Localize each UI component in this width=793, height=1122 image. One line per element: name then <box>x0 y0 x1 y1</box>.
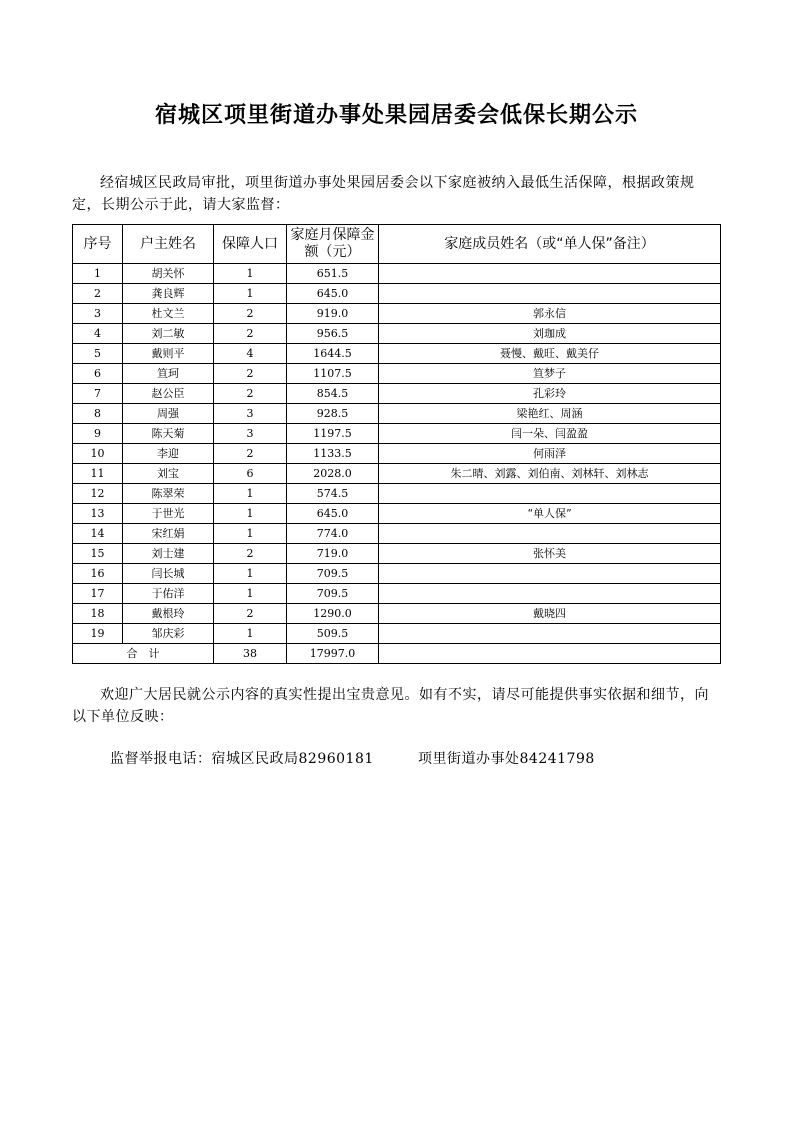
row-members <box>379 584 721 604</box>
table-row <box>73 284 721 304</box>
table-row <box>73 524 721 544</box>
row-householder: 龚良辉 <box>123 284 214 304</box>
outro-paragraph: 欢迎广大居民就公示内容的真实性提出宝贵意见。如有不实，请尽可能提供事实依据和细节，向以下单位反映： <box>72 687 709 725</box>
row-population: 4 <box>214 344 287 364</box>
table-row <box>73 264 721 284</box>
row-members: 郭永信 <box>379 304 721 324</box>
row-amount: 645.0 <box>287 504 379 524</box>
row-index: 2 <box>73 284 123 304</box>
total-note <box>379 644 721 664</box>
row-members <box>379 564 721 584</box>
table-row <box>73 544 721 564</box>
row-population: 1 <box>214 504 287 524</box>
row-population: 2 <box>214 324 287 344</box>
contact-civil-affairs: 监督举报电话：宿城区民政局82960181 <box>110 751 374 767</box>
row-index: 17 <box>73 584 123 604</box>
row-amount: 774.0 <box>287 524 379 544</box>
table-row <box>73 364 721 384</box>
row-householder: 邹庆彩 <box>123 624 214 644</box>
row-index: 7 <box>73 384 123 404</box>
row-members <box>379 484 721 504</box>
row-amount: 651.5 <box>287 264 379 284</box>
row-householder: 胡关怀 <box>123 264 214 284</box>
row-members: 戴晓四 <box>379 604 721 624</box>
row-population: 1 <box>214 624 287 644</box>
row-members: “单人保” <box>379 504 721 524</box>
row-index: 13 <box>73 504 123 524</box>
row-index: 12 <box>73 484 123 504</box>
header-members: 家庭成员姓名（或“单人保”备注） <box>379 225 721 264</box>
row-population: 1 <box>214 584 287 604</box>
table-row <box>73 404 721 424</box>
total-row <box>73 644 721 664</box>
row-members: 闫一朵、闫盈盈 <box>379 424 721 444</box>
total-amount: 17997.0 <box>287 644 379 664</box>
row-amount: 719.0 <box>287 544 379 564</box>
row-amount: 509.5 <box>287 624 379 644</box>
row-householder: 戴根玲 <box>123 604 214 624</box>
row-amount: 956.5 <box>287 324 379 344</box>
row-population: 1 <box>214 264 287 284</box>
table-row <box>73 584 721 604</box>
row-index: 15 <box>73 544 123 564</box>
total-label: 合 计 <box>73 644 214 664</box>
table-row <box>73 384 721 404</box>
table-row <box>73 604 721 624</box>
table-row <box>73 564 721 584</box>
table-row <box>73 344 721 364</box>
row-householder: 陈天菊 <box>123 424 214 444</box>
row-members: 刘珈成 <box>379 324 721 344</box>
row-population: 2 <box>214 304 287 324</box>
row-amount: 645.0 <box>287 284 379 304</box>
row-householder: 于世光 <box>123 504 214 524</box>
row-index: 5 <box>73 344 123 364</box>
row-index: 10 <box>73 444 123 464</box>
row-amount: 854.5 <box>287 384 379 404</box>
row-householder: 赵公臣 <box>123 384 214 404</box>
row-householder: 李迎 <box>123 444 214 464</box>
row-population: 2 <box>214 384 287 404</box>
row-amount: 1644.5 <box>287 344 379 364</box>
table-header-row <box>73 225 721 264</box>
row-members: 朱二晴、刘露、刘伯南、刘林轩、刘林志 <box>379 464 721 484</box>
row-population: 3 <box>214 404 287 424</box>
row-amount: 709.5 <box>287 564 379 584</box>
row-population: 2 <box>214 544 287 564</box>
row-members: 笪梦子 <box>379 364 721 384</box>
row-index: 8 <box>73 404 123 424</box>
row-members: 聂慢、戴旺、戴美仔 <box>379 344 721 364</box>
row-index: 18 <box>73 604 123 624</box>
total-population: 38 <box>214 644 287 664</box>
table-row <box>73 464 721 484</box>
row-population: 1 <box>214 564 287 584</box>
table-row <box>73 424 721 444</box>
row-population: 1 <box>214 524 287 544</box>
row-index: 1 <box>73 264 123 284</box>
row-members: 何雨泽 <box>379 444 721 464</box>
row-index: 4 <box>73 324 123 344</box>
table-row <box>73 624 721 644</box>
row-index: 9 <box>73 424 123 444</box>
row-householder: 笪珂 <box>123 364 214 384</box>
row-amount: 1107.5 <box>287 364 379 384</box>
row-amount: 2028.0 <box>287 464 379 484</box>
row-population: 2 <box>214 364 287 384</box>
row-amount: 1197.5 <box>287 424 379 444</box>
row-householder: 戴则平 <box>123 344 214 364</box>
table-row <box>73 304 721 324</box>
table-row <box>73 324 721 344</box>
header-amount: 家庭月保障金额（元） <box>287 225 379 264</box>
row-householder: 于佑洋 <box>123 584 214 604</box>
row-amount: 1290.0 <box>287 604 379 624</box>
row-index: 3 <box>73 304 123 324</box>
row-householder: 周强 <box>123 404 214 424</box>
table-row <box>73 484 721 504</box>
row-population: 3 <box>214 424 287 444</box>
row-householder: 杜文兰 <box>123 304 214 324</box>
row-index: 16 <box>73 564 123 584</box>
row-population: 1 <box>214 484 287 504</box>
page-title: 宿城区项里街道办事处果园居委会低保长期公示 <box>154 103 638 128</box>
row-members: 梁艳红、周涵 <box>379 404 721 424</box>
row-householder: 刘二敏 <box>123 324 214 344</box>
row-amount: 1133.5 <box>287 444 379 464</box>
row-members <box>379 264 721 284</box>
row-amount: 709.5 <box>287 584 379 604</box>
row-householder: 宋红娟 <box>123 524 214 544</box>
row-index: 19 <box>73 624 123 644</box>
row-members: 张怀美 <box>379 544 721 564</box>
header-population: 保障人口 <box>214 225 287 264</box>
row-householder: 刘宝 <box>123 464 214 484</box>
row-members: 孔彩玲 <box>379 384 721 404</box>
row-population: 2 <box>214 604 287 624</box>
header-index: 序号 <box>73 225 123 264</box>
row-members <box>379 624 721 644</box>
row-amount: 928.5 <box>287 404 379 424</box>
table-row <box>73 504 721 524</box>
row-householder: 闫长城 <box>123 564 214 584</box>
row-index: 6 <box>73 364 123 384</box>
row-householder: 刘士建 <box>123 544 214 564</box>
intro-paragraph: 经宿城区民政局审批，项里街道办事处果园居委会以下家庭被纳入最低生活保障，根据政策规定，长期公示于此，请大家监督： <box>72 175 695 213</box>
table-row <box>73 444 721 464</box>
row-population: 2 <box>214 444 287 464</box>
assistance-table <box>72 224 721 664</box>
row-population: 1 <box>214 284 287 304</box>
row-population: 6 <box>214 464 287 484</box>
row-members <box>379 284 721 304</box>
row-members <box>379 524 721 544</box>
table-body <box>73 264 721 644</box>
contact-street-office: 项里街道办事处84241798 <box>418 751 595 767</box>
row-householder: 陈翠荣 <box>123 484 214 504</box>
header-householder: 户主姓名 <box>123 225 214 264</box>
row-amount: 919.0 <box>287 304 379 324</box>
row-amount: 574.5 <box>287 484 379 504</box>
row-index: 11 <box>73 464 123 484</box>
row-index: 14 <box>73 524 123 544</box>
